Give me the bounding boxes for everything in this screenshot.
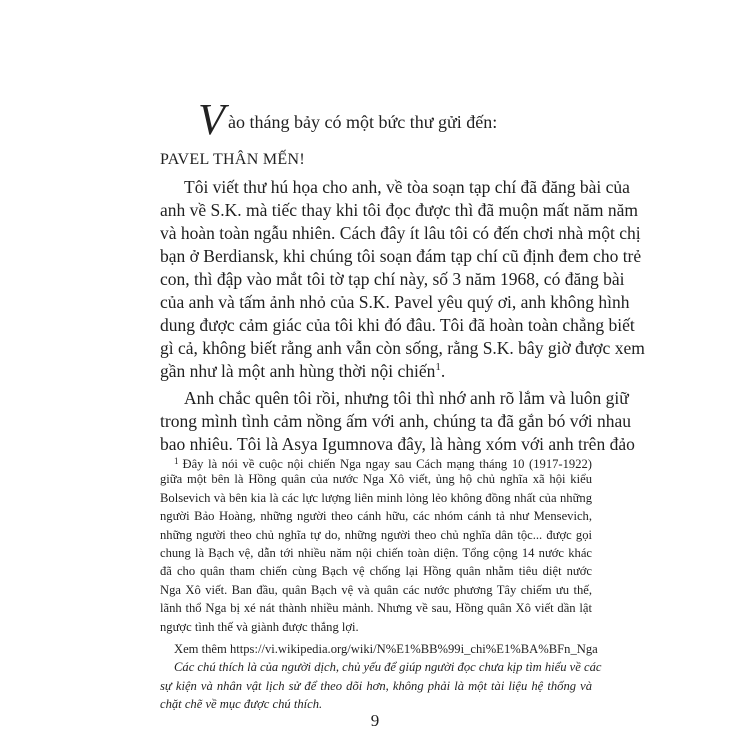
footnote-line: Bolsevich và bên kia là các lực lượng liên minh lỏng lẻo không đồng nhất của những xyxy=(160,490,592,505)
body-line: trong mình tình cảm nồng ấm với anh, chúng ta đã gắn bó với nhau xyxy=(160,411,631,431)
footnotes xyxy=(160,452,602,713)
letter-salutation: PAVEL THÂN MẾN! xyxy=(160,151,305,168)
body-line: anh về S.K. mà tiếc thay khi tôi đọc được thì đã muộn mất năm năm xyxy=(160,200,639,220)
body-line: bạn ở Berdiansk, khi chúng tôi soạn đám tạp chí cũ định đem cho trẻ xyxy=(160,246,642,266)
page-number: 9 xyxy=(370,711,380,730)
footnote-line: lãnh thổ Nga bị xé nát thành nhiều mảnh. Nhưng về sau, Hồng quân Xô viết dần lật xyxy=(160,601,592,616)
footnote-line: đã cho quân tham chiến cùng Bạch vệ chống lại Hồng quân nhằm tiêu diệt nước xyxy=(160,564,592,579)
body-line: của anh và tấm ảnh nhỏ của S.K. Pavel yêu quý ơi, anh không hình xyxy=(160,292,630,312)
body-line-text: gần như là một anh hùng thời nội chiến xyxy=(160,361,436,381)
footnote-text: Đây là nói về cuộc nội chiến Nga ngay sau Cách mạng tháng 10 (1917-1922) xyxy=(182,457,592,471)
footnote-line: những người theo chủ nghĩa tự do, những người theo chủ nghĩa dân tộc... được gọi xyxy=(160,527,592,542)
translator-note: chặt chẽ về mục được chú thích. xyxy=(160,697,323,712)
footnote-marker: 1 xyxy=(174,456,179,466)
footnote-line: Nga Xô viết. Ban đầu, quân Bạch vệ và quân các nước phương Tây chiếm ưu thế, xyxy=(160,582,592,597)
footnote-line: giữa một bên là Hồng quân của nước Nga Xô viết, ủng hộ chủ nghĩa xã hội kiểu xyxy=(160,472,592,487)
footnote-line: người Bảo Hoàng, những người theo cánh hữu, các nhóm cánh tả như Mensevich, xyxy=(160,509,592,524)
footnote-link[interactable]: Xem thêm https://vi.wikipedia.org/wiki/N%E1%BB%99i_chi%E1%BA%BFn_Nga xyxy=(174,641,598,656)
body-line: Tôi viết thư hú họa cho anh, về tòa soạn tạp chí đã đăng bài của xyxy=(184,177,630,197)
footnote-line xyxy=(160,452,592,470)
chapter-opening xyxy=(198,95,618,148)
drop-cap: V xyxy=(198,95,225,144)
footnote-reference[interactable]: 1 xyxy=(435,361,441,374)
footnote-line: chung là Bạch vệ, dẫn tới nhiều năm nội chiến toàn diện. Tổng cộng 14 nước khác xyxy=(160,545,592,560)
body-line: bao nhiêu. Tôi là Asya Igumnova đây, là hàng xóm với anh trên đảo xyxy=(160,434,635,454)
translator-note: Các chú thích là của người dịch, chủ yếu để giúp người đọc chưa kịp tìm hiểu về các xyxy=(174,660,602,675)
body-line: và hoàn toàn ngẫu nhiên. Cách đây ít lâu tôi có đến chơi nhà một chị xyxy=(160,223,641,243)
footnote-line: ngược tình thế và giành được thắng lợi. xyxy=(160,619,359,634)
body-line xyxy=(160,360,590,383)
translator-note: sự kiện và nhân vật lịch sử để theo dõi hơn, không phải là một tài liệu hệ thống và xyxy=(160,678,592,693)
body-line: dung được cảm giác của tôi khi đó đâu. Tôi đã hoàn toàn chẳng biết xyxy=(160,315,635,335)
body-line: gì cả, không biết rằng anh vẫn còn sống, rằng S.K. bây giờ được xem xyxy=(160,338,645,358)
sentence-end: . xyxy=(440,361,446,381)
body-line: Anh chắc quên tôi rồi, nhưng tôi thì nhớ anh rõ lắm và luôn giữ xyxy=(184,388,629,408)
letter-body xyxy=(160,176,645,456)
opening-line: ào tháng bảy có một bức thư gửi đến: xyxy=(228,112,498,132)
body-line: con, thì đập vào mắt tôi tờ tạp chí này, số 3 năm 1968, có đăng bài xyxy=(160,269,625,289)
